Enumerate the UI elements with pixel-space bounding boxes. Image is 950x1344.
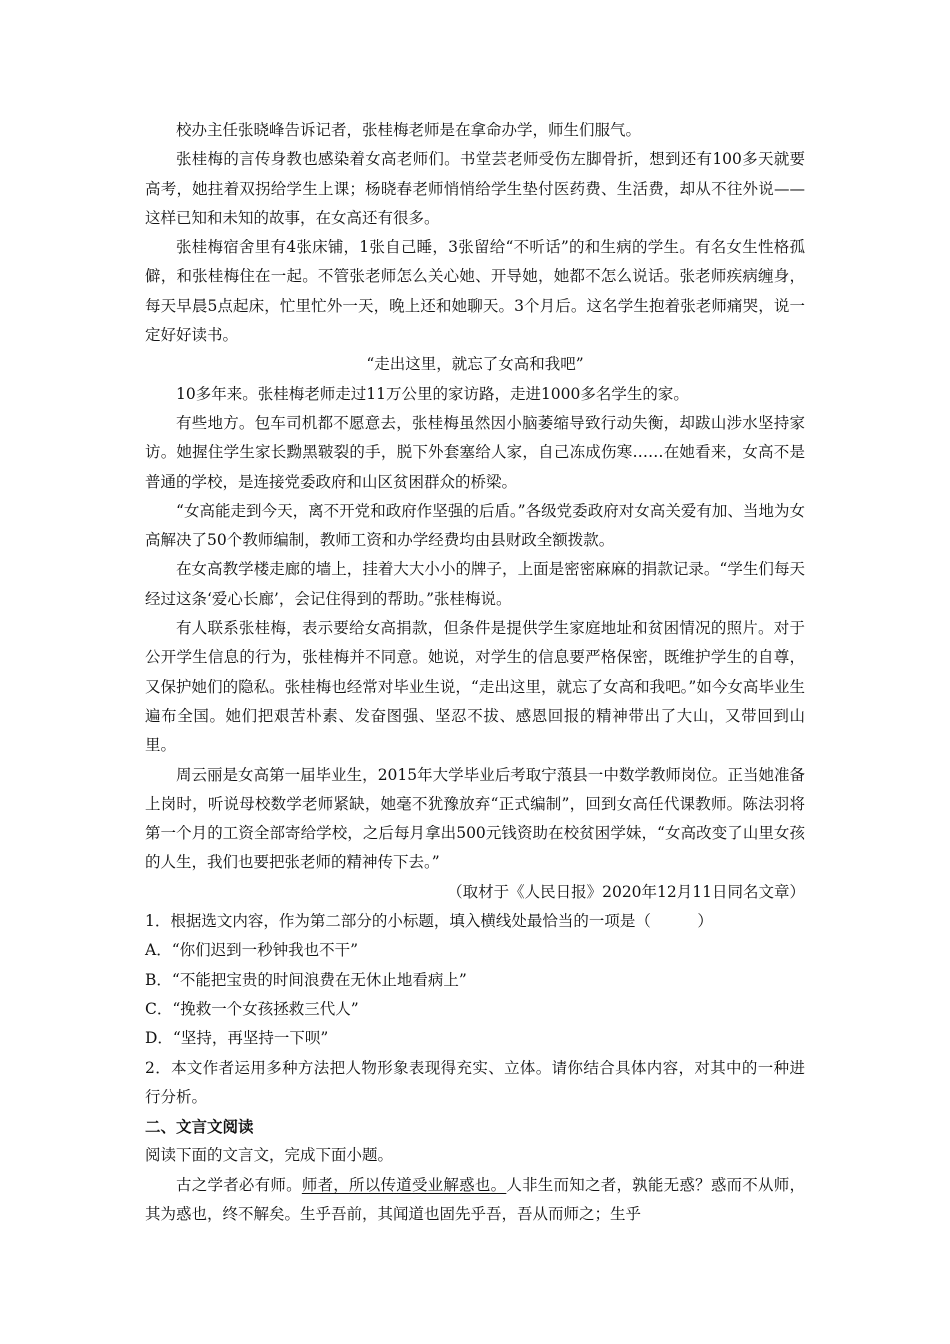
article-paragraph: 张桂梅宿舍里有4张床铺，1张自己睡，3张留给“不听话”的和生病的学生。有名女生性格孤僻，和张桂梅住在一起。不管张老师怎么关心她、开导她，她都不怎么说话。张老师疾病缠身，每天早晨5点起床，忙里忙外一天，晚上还和她聊天。3个月后。这名学生抱着张老师痛哭，说一定好好读书。 — [145, 238, 805, 345]
classical-text-start: 古之学者必有师。 — [176, 1175, 302, 1194]
question-1-option-d: D．“坚持，再坚持一下呗” — [145, 1029, 329, 1048]
source-citation: （取材于《人民日报》2020年12月11日同名文章） — [447, 882, 805, 901]
question-1-option-c: C．“挽救一个女孩拯救三代人” — [145, 999, 359, 1018]
article-paragraph: “女高能走到今天，离不开党和政府作坚强的后盾。”各级党委政府对女高关爱有加、当地为女高解决了50个教师编制，教师工资和办学经费均由县财政全额拨款。 — [145, 501, 805, 550]
classical-text-rest: 人非生而知之者，孰能无惑？惑而不从师，其为惑也，终不解矣。生乎吾前，其闻道也固先乎吾，吾从而师之；生乎 — [145, 1175, 805, 1223]
section-heading: 二、文言文阅读 — [145, 1117, 254, 1137]
question-1: 1．根据选文内容，作为第二部分的小标题，填入横线处最恰当的一项是（ ） — [145, 912, 713, 931]
section-instruction: 阅读下面的文言文，完成下面小题。 — [145, 1146, 394, 1165]
article-paragraph: 有人联系张桂梅，表示要给女高捐款，但条件是提供学生家庭地址和贫困情况的照片。对于公开学生信息的行为，张桂梅并不同意。她说，对学生的信息要严格保密，既维护学生的自尊，又保护她们的隐私。张桂梅也经常对毕业生说，“走出这里，就忘了女高和我吧。”如今女高毕业生遍布全国。她们把艰苦朴素、发奋图强、坚忍不拔、感恩回报的精神带出了大山，又带回到山里。 — [145, 619, 805, 755]
article-paragraph: 有些地方。包车司机都不愿意去，张桂梅虽然因小脑萎缩导致行动失衡，却跋山涉水坚持家访。她握住学生家长黝黑皲裂的手，脱下外套塞给人家，自己冻成伤寒……在她看来，女高不是普通的学校，是连接党委政府和山区贫困群众的桥梁。 — [145, 413, 805, 491]
article-paragraph: 10多年来。张桂梅老师走过11万公里的家访路，走进1000多名学生的家。 — [176, 384, 689, 403]
article-paragraph: 周云丽是女高第一届毕业生，2015年大学毕业后考取宁蒗县一中数学教师岗位。正当她准备上岗时，听说母校数学老师紧缺，她毫不犹豫放弃“正式编制”，回到女高任代课教师。陈法羽将第一个月的工资全部寄给学校，之后每月拿出500元钱资助在校贫困学妹，“女高改变了山里女孩的人生，我们也要把张老师的精神传下去。” — [145, 765, 805, 872]
question-1-option-b: B．“不能把宝贵的时间浪费在无休止地看病上” — [145, 970, 467, 989]
question-1-option-a: A．“你们迟到一秒钟我也不干” — [145, 941, 359, 960]
underlined-sentence: 师者，所以传道受业解惑也。 — [301, 1175, 507, 1194]
section-subtitle: “走出这里，就忘了女高和我吧” — [366, 355, 584, 374]
document-body — [145, 116, 805, 1229]
classical-text — [145, 1171, 805, 1230]
question-2: 2．本文作者运用多种方法把人物形象表现得充实、立体。请你结合具体内容，对其中的一种进行分析。 — [145, 1058, 805, 1106]
article-paragraph: 在女高教学楼走廊的墙上，挂着大大小小的牌子，上面是密密麻麻的捐款记录。“学生们每天经过这条‘爱心长廊’，会记住得到的帮助。”张桂梅说。 — [145, 560, 805, 608]
article-paragraph: 张桂梅的言传身教也感染着女高老师们。书堂芸老师受伤左脚骨折，想到还有100多天就要高考，她拄着双拐给学生上课；杨晓春老师悄悄给学生垫付医药费、生活费，却从不往外说——这样已知和未知的故事，在女高还有很多。 — [145, 150, 805, 227]
article-paragraph: 校办主任张晓峰告诉记者，张桂梅老师是在拿命办学，师生们服气。 — [176, 121, 642, 139]
